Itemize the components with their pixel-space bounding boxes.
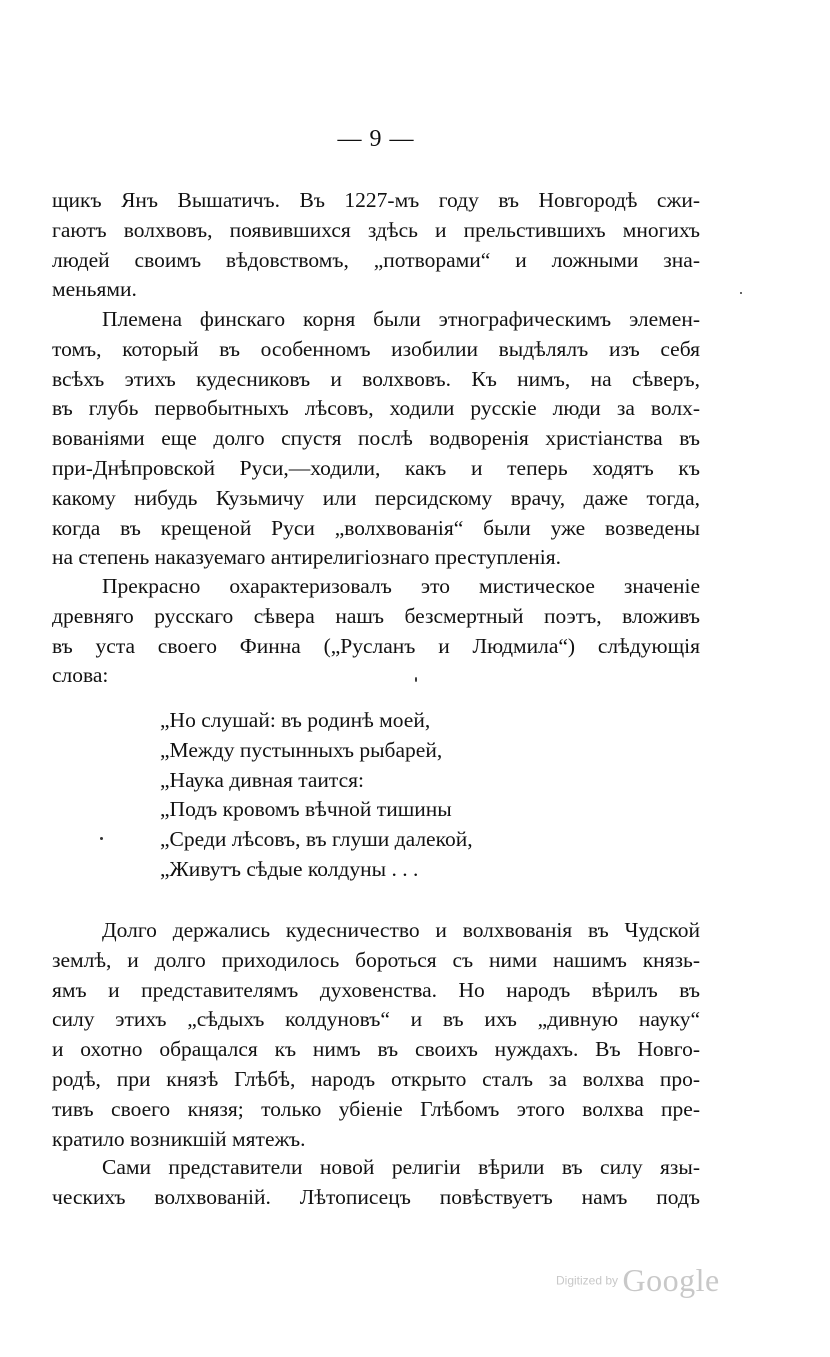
text-line: людей своимъ вѣдовствомъ, „потворами“ и ложными зна- xyxy=(52,247,700,272)
text-line: всѣхъ этихъ кудесниковъ и волхвовъ. Къ нимъ, на сѣверъ, xyxy=(52,366,700,391)
text-line: въ уста своего Финна („Русланъ и Людмила“) слѣдующія xyxy=(52,633,700,658)
text-line: ческихъ волхвованій. Лѣтописецъ повѣствуетъ намъ подъ xyxy=(52,1184,700,1209)
paragraph-3 xyxy=(52,572,700,691)
text-line: кратило возникшій мятежъ. xyxy=(52,1126,306,1151)
scan-speck xyxy=(415,677,417,682)
text-line: когда въ крещеной Руси „волхвованія“ были уже возведены xyxy=(52,515,700,540)
poem-line: „Подъ кровомъ вѣчной тишины xyxy=(160,797,452,822)
poem-quote xyxy=(160,706,473,885)
scan-speck xyxy=(100,837,103,840)
text-line: Племена финскаго корня были этнографическимъ элемен- xyxy=(102,307,700,331)
text-line: какому нибудь Кузьмичу или персидскому врачу, даже тогда, xyxy=(52,485,700,510)
text-line: родѣ, при князѣ Глѣбѣ, народъ открыто сталъ за волхва про- xyxy=(52,1066,700,1091)
page-number: — 9 — xyxy=(337,126,415,152)
text-line: въ глубь первобытныхъ лѣсовъ, ходили русскіе люди за волх- xyxy=(52,396,700,421)
text-line: древняго русскаго сѣвера нашъ безсмертный поэтъ, вложивъ xyxy=(52,603,700,628)
paragraph-4 xyxy=(52,916,700,1154)
text-line: тивъ своего князя; только убіеніе Глѣбомъ этого волхва пре- xyxy=(52,1096,700,1121)
text-line: землѣ, и долго приходилось бороться съ ними нашимъ князь- xyxy=(52,947,700,972)
text-line: гаютъ волхвовъ, появившихся здѣсь и прельстившихъ многихъ xyxy=(52,217,700,242)
scan-speck xyxy=(740,292,742,294)
text-line: Сами представители новой религіи вѣрили въ силу язы- xyxy=(102,1155,700,1179)
paragraph-2 xyxy=(52,305,700,573)
digitized-watermark xyxy=(556,1262,720,1299)
text-line: слова: xyxy=(52,663,109,688)
watermark-prefix: Digitized by xyxy=(556,1273,619,1288)
text-line: и охотно обращался къ нимъ въ своихъ нуждахъ. Въ Новго- xyxy=(52,1037,700,1062)
text-line: томъ, который въ особенномъ изобилии выдѣлялъ изъ себя xyxy=(52,336,700,361)
paragraph-1 xyxy=(52,186,700,305)
text-line: вованіями еще долго спустя послѣ водворенія христіанства въ xyxy=(52,426,700,451)
text-line: силу этихъ „сѣдыхъ колдуновъ“ и въ ихъ „дивную науку“ xyxy=(52,1007,700,1032)
poem-line: „Среди лѣсовъ, въ глуши далекой, xyxy=(160,827,473,852)
poem-line: „Но слушай: въ родинѣ моей, xyxy=(160,708,431,732)
poem-line: „Живутъ сѣдые колдуны . . . xyxy=(160,856,419,881)
text-line: меньями. xyxy=(52,277,137,302)
text-line: ямъ и представителямъ духовенства. Но народъ вѣрилъ въ xyxy=(52,977,700,1002)
text-line: щикъ Янъ Вышатичъ. Въ 1227-мъ году въ Новгородѣ сжи- xyxy=(52,188,700,212)
text-line: Долго держались кудесничество и волхвованія въ Чудской xyxy=(102,918,700,942)
paragraph-5 xyxy=(52,1153,700,1213)
poem-line: „Наука дивная таится: xyxy=(160,767,364,792)
text-line: на степень наказуемаго антирелигіознаго преступленія. xyxy=(52,545,562,570)
google-logo: Google xyxy=(622,1262,720,1298)
text-line: при-Днѣпровской Руси,—ходили, какъ и теперь ходятъ къ xyxy=(52,455,700,480)
poem-line: „Между пустынныхъ рыбарей, xyxy=(160,737,443,762)
text-line: Прекрасно охарактеризовалъ это мистическое значеніе xyxy=(102,574,700,598)
